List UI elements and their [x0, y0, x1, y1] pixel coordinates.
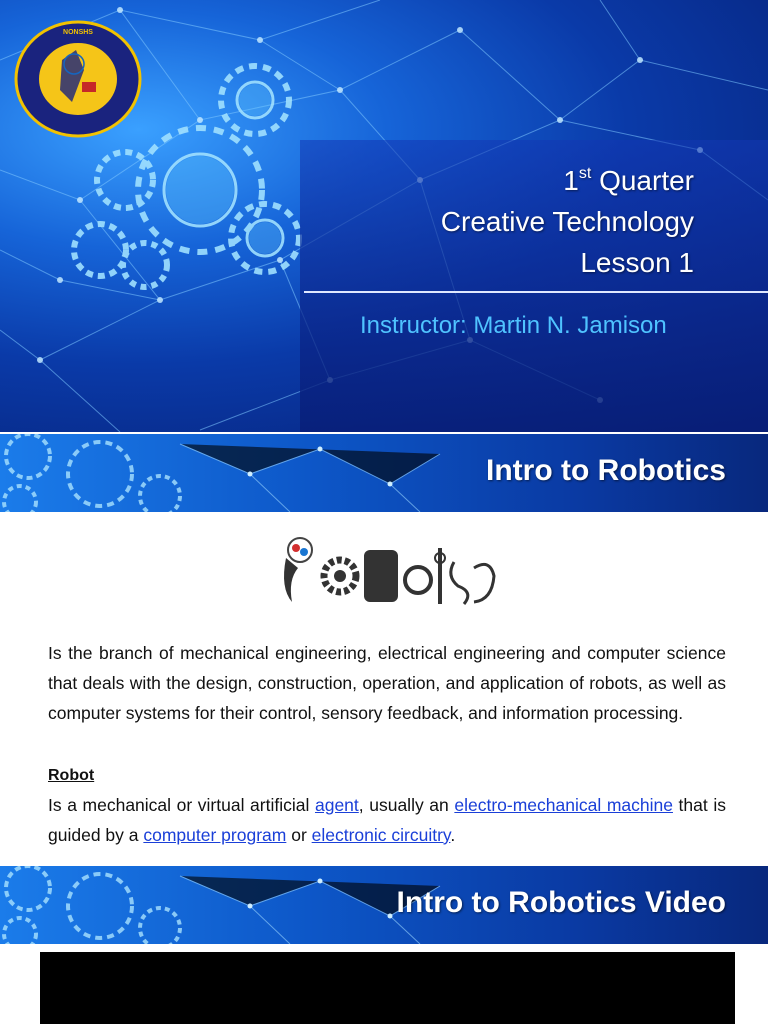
link-electro-mechanical-machine[interactable]: electro-mechanical machine [454, 795, 673, 815]
link-agent[interactable]: agent [314, 795, 359, 815]
section-banner-video [0, 866, 768, 944]
robot-heading: Robot [48, 767, 95, 784]
title-divider [304, 291, 768, 293]
instructor-name: Instructor: Martin N. Jamison [360, 312, 667, 339]
section-heading: Intro to Robotics Video [396, 886, 726, 919]
title-banner [0, 0, 768, 432]
robotics-definition: Is the branch of mechanical engineering, electrical engineering and computer science that deals with the design, construction, operation, and application of robots, as well as computer systems for their control, sensory feedback, and information processing. [48, 643, 726, 723]
title-line-course: Creative Technology [440, 206, 694, 237]
robot-definition: Is a mechanical or virtual artificial agent, usually an electro-mechanical machine that is guided by a computer program or electronic circuitry. [48, 795, 726, 845]
video-player[interactable] [40, 952, 735, 1024]
robotics-logo [278, 528, 498, 612]
link-computer-program[interactable]: computer program [143, 825, 287, 845]
section-heading: Intro to Robotics [486, 454, 726, 487]
link-electronic-circuitry[interactable]: electronic circuitry [311, 825, 451, 845]
school-seal-icon [14, 20, 142, 138]
lesson-title [441, 160, 694, 283]
section-banner-robotics [0, 434, 768, 512]
svg-text:NONSHS: NONSHS [63, 29, 93, 36]
title-line-lesson: Lesson 1 [580, 247, 694, 278]
title-line-quarter: 1st Quarter [563, 165, 694, 196]
